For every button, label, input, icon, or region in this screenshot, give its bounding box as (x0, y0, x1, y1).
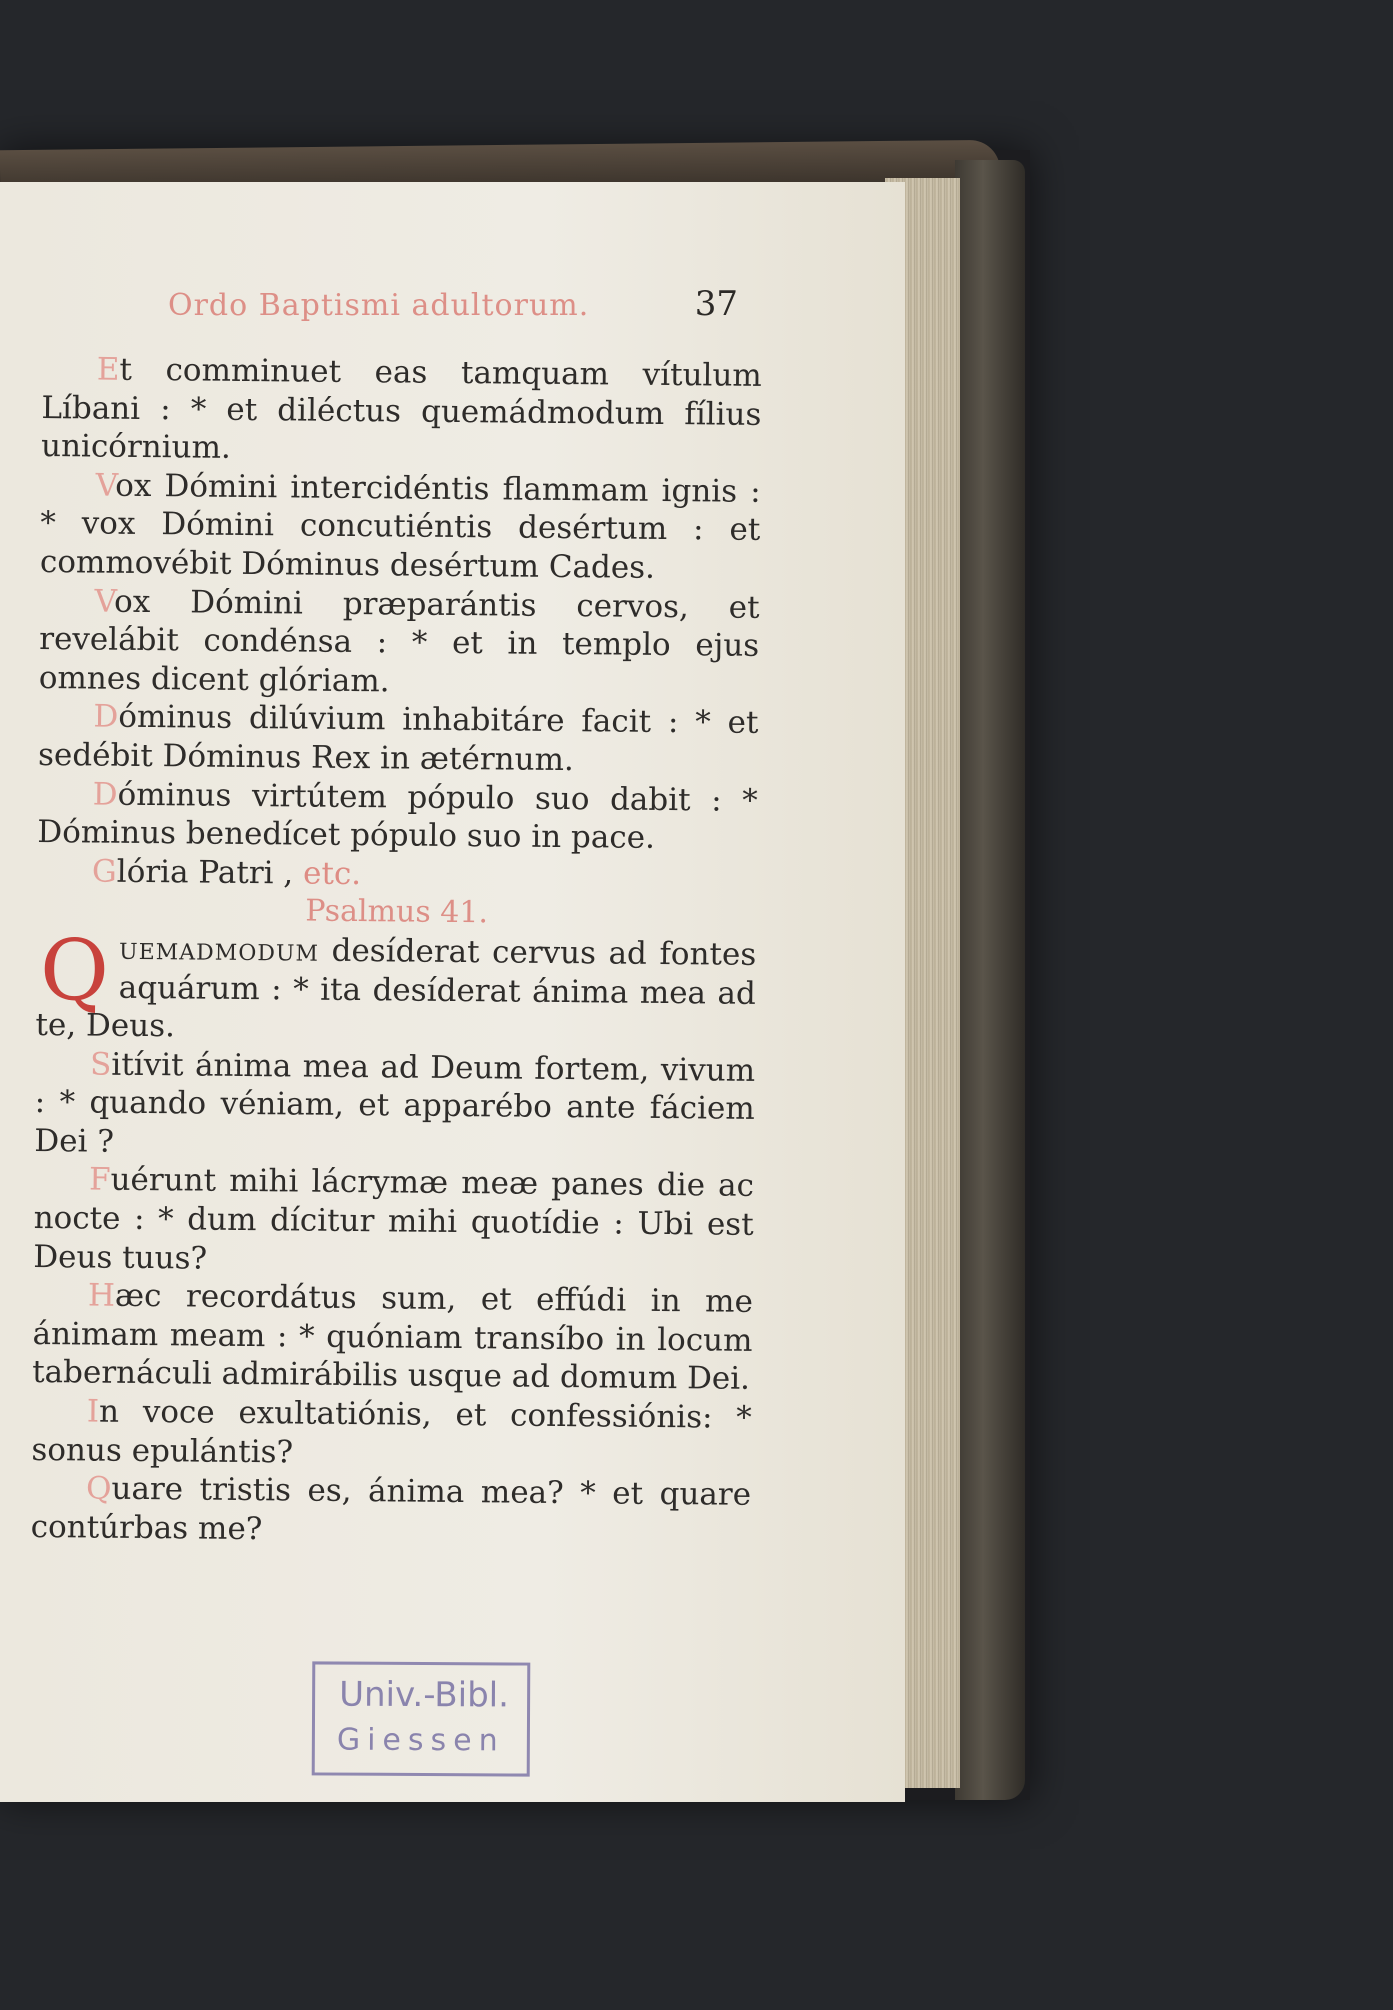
verse-text: uérunt mihi lácrymæ meæ panes die ac nocte : * dum dícitur mihi quotídie : Ubi est Deus tuus? (33, 1162, 755, 1277)
gloria-patri (37, 852, 757, 898)
verse (31, 1469, 752, 1553)
verse-text: uare tristis es, ánima mea? * et quare contúrbas me? (30, 1470, 752, 1547)
verse (33, 1160, 754, 1283)
verse-text: itívit ánima mea ad Deum fortem, vivum : * quando véniam, et apparébo ante fáciem Dei ? (34, 1046, 756, 1160)
initial-letter: D (92, 776, 118, 813)
verse-text: desíderat cervus ad fontes aquárum : * ita desíderat ánima mea ad te, Deus. (35, 932, 757, 1045)
verse (40, 466, 761, 589)
initial-letter: H (87, 1277, 116, 1314)
verse (34, 1045, 755, 1168)
initial-letter: Q (85, 1470, 112, 1507)
library-stamp (312, 1661, 531, 1776)
stamp-line-2: Giessen (336, 1722, 505, 1759)
initial-letter: I (86, 1393, 100, 1430)
verse-text: t comminuet eas tamquam vítulum Líbani : * et diléctus quemádmodum fílius unicórnium. (40, 351, 762, 467)
verse (37, 775, 758, 859)
running-title: Ordo Baptismi adultorum. (168, 288, 590, 323)
opening-word: uemadmodum (118, 930, 320, 969)
initial-letter: E (96, 351, 120, 388)
verse (39, 582, 760, 705)
initial-letter: F (88, 1161, 111, 1199)
page-number: 37 (694, 284, 738, 324)
initial-letter: D (93, 698, 119, 736)
page-text (31, 350, 762, 1553)
verse-text: lória Patri , (116, 853, 304, 892)
psalm-heading: Psalmus 41. (305, 893, 489, 931)
stamp-line-1: Univ.-Bibl. (339, 1674, 510, 1716)
verse (38, 697, 759, 781)
verse-text: æc recordátus sum, et effúdi in me ánimam meam : * quóniam transíbo in locum tabernáculi admirábilis usque ad domum Dei. (32, 1277, 754, 1398)
book-cover-spine (955, 160, 1025, 1800)
etc-rubric: etc. (302, 855, 362, 892)
verse (32, 1276, 753, 1399)
verse-text: ox Dómini præparántis cervos, et revelábit condénsa : * et in templo ejus omnes dicent glóriam. (38, 583, 760, 700)
verse (31, 1392, 752, 1476)
initial-letter: S (89, 1046, 112, 1083)
verse (41, 350, 762, 473)
verse-text: n voce exultatiónis, et confessiónis: * sonus epulántis? (31, 1393, 752, 1471)
initial-letter: V (94, 583, 115, 620)
page-header (168, 284, 738, 338)
drop-cap: Q (39, 920, 110, 1020)
verse-text: ox Dómini intercidéntis flammam ignis : * vox Dómini concutiéntis desértum : et commovébit Dóminus desértum Cades. (39, 467, 761, 586)
verse-text: óminus virtútem pópulo suo dabit : * Dóminus benedícet pópulo suo in pace. (37, 776, 758, 857)
initial-letter: V (95, 467, 116, 504)
psalm-opening (35, 920, 757, 1052)
verse-text: óminus dilúvium inhabitáre facit : * et sedébit Dóminus Rex in ætérnum. (37, 699, 759, 779)
initial-letter: G (91, 853, 117, 890)
